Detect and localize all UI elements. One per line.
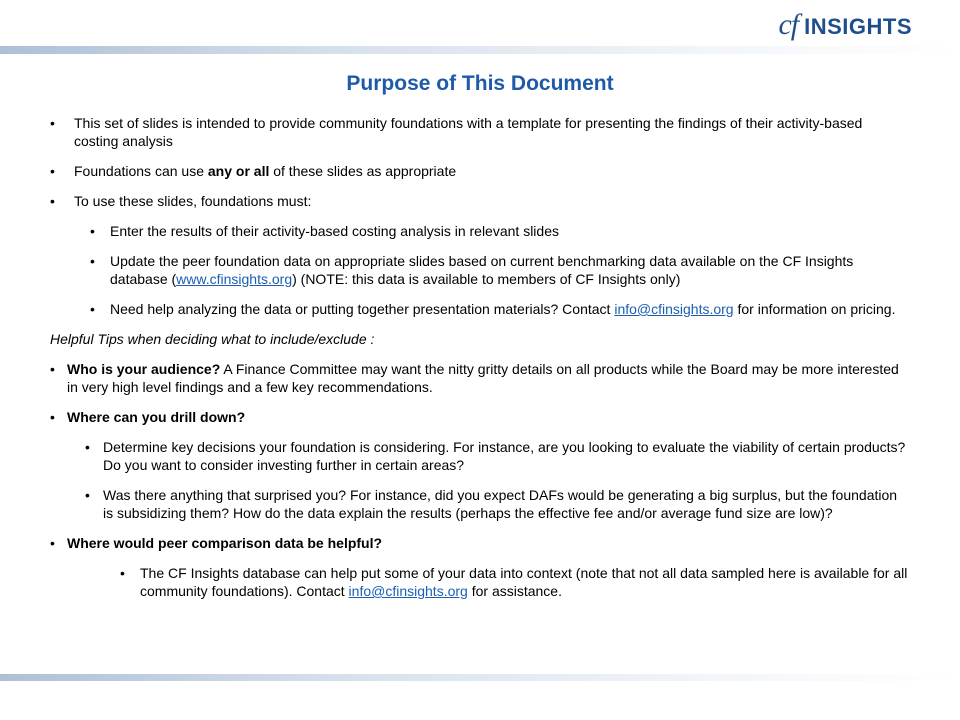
page-title: Purpose of This Document (346, 72, 614, 95)
tip-peer-comparison (48, 534, 908, 552)
must-item-update-peer-data (90, 252, 908, 288)
help-text-before: Need help analyzing the data or putting together presentation materials? Contact (110, 301, 615, 317)
tip-audience-text: A Finance Committee may want the nitty gritty details on all products while the Board may be more interested in very high level findings and a few key recommendations. (67, 361, 899, 395)
drill-item-surprises: • Was there anything that surprised you? For instance, did you expect DAFs would be generating a big surplus, but the foundation is subsidizing them? How do the data explain the results (perhaps the effective fee and/or average fund size are low)? (85, 486, 908, 522)
header-divider-bar (0, 46, 960, 54)
update-text-before: Update the peer foundation data on appropriate slides based on current benchmarking data available on the CF Insights database ( (110, 253, 854, 287)
bullet-any-or-all-suffix: of these slides as appropriate (269, 163, 457, 179)
peer-text-after: for assistance. (467, 583, 562, 599)
tip-audience-question: Who is your audience? (67, 361, 221, 377)
peer-item-database (120, 564, 908, 600)
tip-drill-down-question: Where can you drill down? (67, 409, 246, 425)
tip-drill-down (48, 408, 908, 426)
tips-heading: Helpful Tips when deciding what to include/exclude : (50, 331, 375, 347)
tip-peer-comparison-question: Where would peer comparison data be helpful? (67, 535, 383, 551)
footer-divider-bar (0, 674, 960, 681)
help-text-after: for information on pricing. (733, 301, 896, 317)
bullet-any-or-all-prefix: Foundations can use (74, 163, 208, 179)
cf-insights-logo (778, 8, 912, 42)
info-email-link[interactable]: info@cfinsights.org (614, 301, 734, 317)
document-body (48, 114, 908, 612)
bullet-any-or-all (48, 162, 908, 180)
drill-item-key-decisions: • Determine key decisions your foundation is considering. For instance, are you looking to evaluate the viability of certain products? Do you want to consider investing further in certain areas? (85, 438, 908, 474)
peer-text-before: The CF Insights database can help put some of your data into context (note that not all data sampled here is available for all community foundations). Contact (140, 565, 908, 599)
bullet-purpose: • This set of slides is intended to provide community foundations with a template for presenting the findings of their activity-based costing analysis (48, 114, 908, 150)
bullet-any-or-all-bold: any or all (207, 163, 270, 179)
tip-audience (48, 360, 908, 396)
update-text-after: ) (NOTE: this data is available to members of CF Insights only) (292, 271, 681, 287)
must-item-enter-results: • Enter the results of their activity-based costing analysis in relevant slides (90, 222, 908, 240)
must-item-need-help (90, 300, 908, 318)
cfinsights-website-link[interactable]: www.cfinsights.org (176, 271, 293, 287)
info-email-link-assistance[interactable]: info@cfinsights.org (348, 583, 468, 599)
bullet-must: • To use these slides, foundations must: (48, 192, 908, 210)
logo-wordmark: INSIGHTS (804, 14, 912, 39)
logo-mark: cf (778, 8, 799, 41)
